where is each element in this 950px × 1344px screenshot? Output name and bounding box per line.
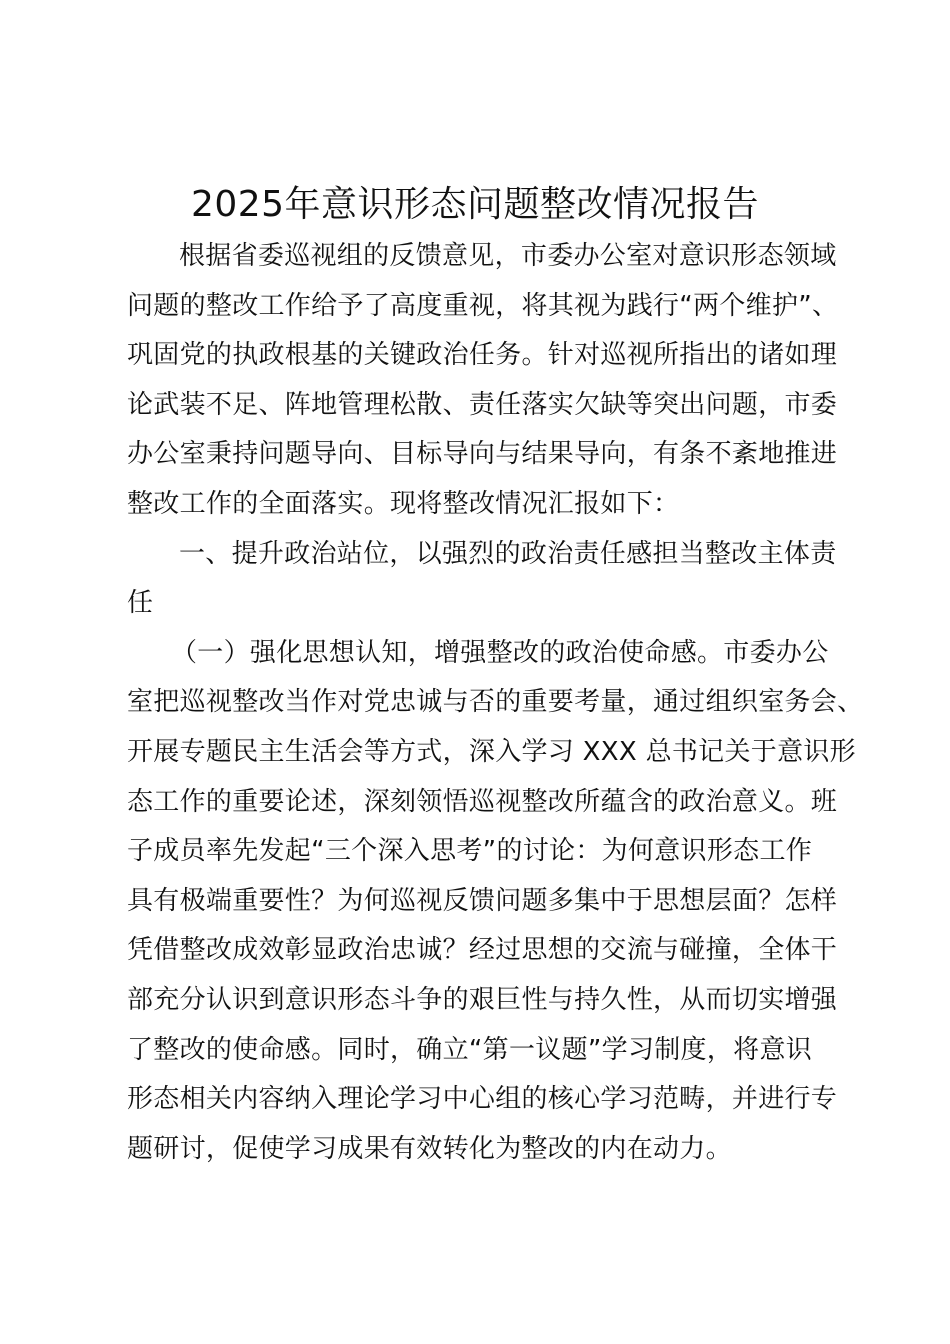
paragraph-line: 巩固党的执政根基的关键政治任务。针对巡视所指出的诸如理 xyxy=(127,340,838,371)
paragraph-line: 问题的整改工作给予了高度重视，将其视为践行“两个维护”、 xyxy=(127,290,839,321)
paragraph-line: 室把巡视整改当作对党忠诚与否的重要考量，通过组织室务会、 xyxy=(127,687,864,718)
paragraph-line: 论武装不足、阵地管理松散、责任落实欠缺等突出问题，市委 xyxy=(127,389,838,420)
paragraph-line: 凭借整改成效彰显政治忠诚？经过思想的交流与碰撞，全体干 xyxy=(127,935,838,966)
paragraph-line: 了整改的使命感。同时，确立“第一议题”学习制度，将意识 xyxy=(127,1034,813,1065)
paragraph-line: 部充分认识到意识形态斗争的艰巨性与持久性，从而切实增强 xyxy=(127,984,838,1015)
paragraph-line: 子成员率先发起“三个深入思考”的讨论：为何意识形态工作 xyxy=(127,836,813,867)
paragraph-line: 题研讨，促使学习成果有效转化为整改的内在动力。 xyxy=(127,1133,732,1164)
section-heading-line: 一、提升政治站位，以强烈的政治责任感担当整改主体责 xyxy=(179,538,837,569)
paragraph-line: 办公室秉持问题导向、目标导向与结果导向，有条不紊地推进 xyxy=(127,439,838,470)
paragraph-line: 具有极端重要性？为何巡视反馈问题多集中于思想层面？怎样 xyxy=(127,885,838,916)
paragraph-line: 形态相关内容纳入理论学习中心组的核心学习范畴，并进行专 xyxy=(127,1084,838,1115)
paragraph-line: 整改工作的全面落实。现将整改情况汇报如下： xyxy=(127,488,680,519)
paragraph-line: （一）强化思想认知，增强整改的政治使命感。市委办公 xyxy=(171,637,829,668)
paragraph-line: 态工作的重要论述，深刻领悟巡视整改所蕴含的政治意义。班 xyxy=(127,786,838,817)
section-heading-line: 任 xyxy=(127,588,154,619)
document-title: 2025年意识形态问题整改情况报告 xyxy=(190,184,760,225)
paragraph-line: 开展专题民主生活会等方式，深入学习 XXX 总书记关于意识形 xyxy=(127,736,856,767)
paragraph-line: 根据省委巡视组的反馈意见，市委办公室对意识形态领域 xyxy=(179,241,837,271)
document-body xyxy=(127,236,864,1178)
